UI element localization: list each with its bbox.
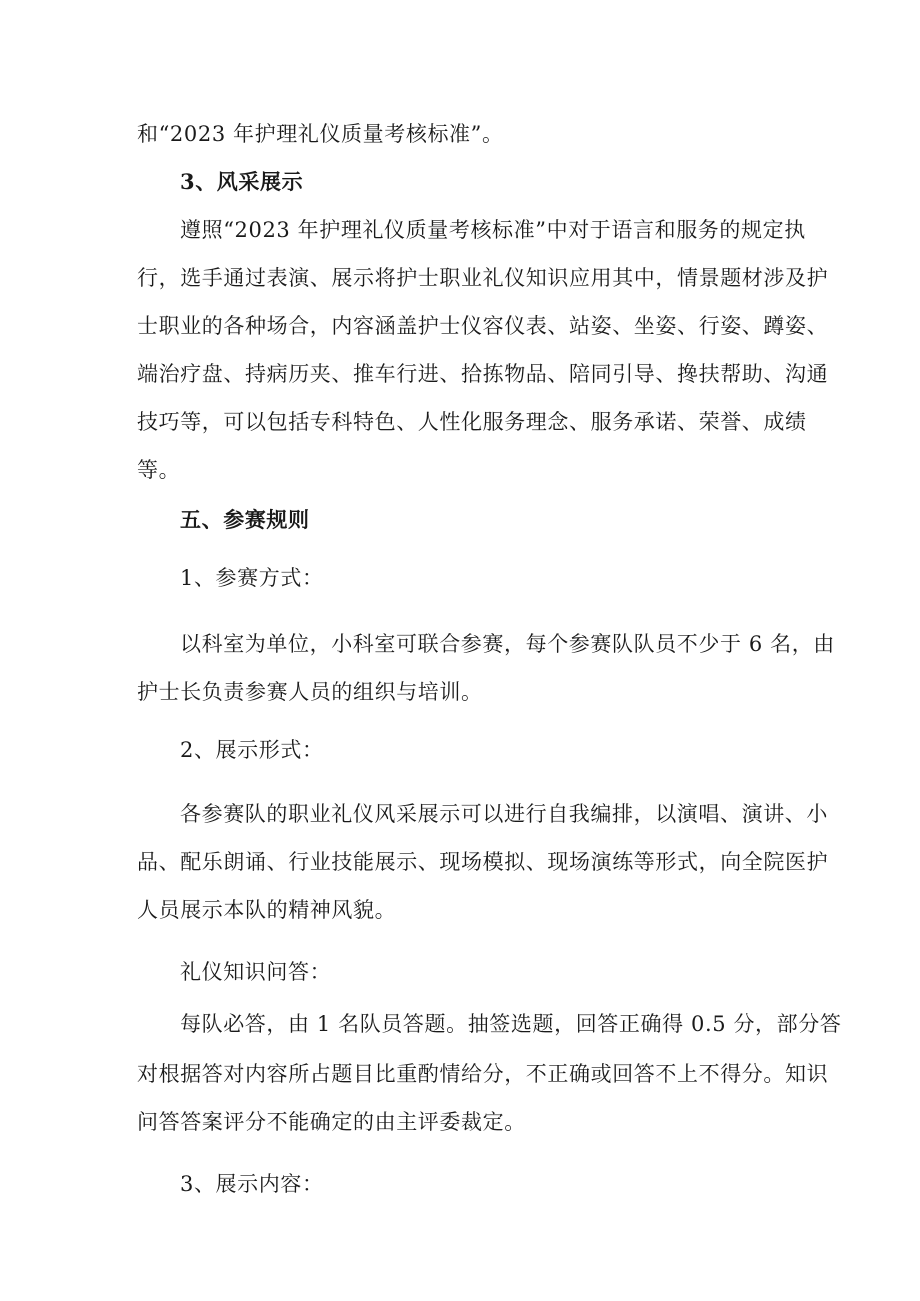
paragraph-line: 品、配乐朗诵、行业技能展示、现场模拟、现场演练等形式，向全院医护 — [137, 850, 829, 874]
paragraph-line: 等。 — [137, 458, 181, 482]
paragraph-line: 端治疗盘、持病历夹、推车行进、拾拣物品、陪同引导、搀扶帮助、沟通 — [137, 362, 829, 386]
subsection-heading: 3、展示内容： — [180, 1172, 324, 1196]
paragraph-line: 护士长负责参赛人员的组织与培训。 — [137, 680, 483, 704]
paragraph-line: 士职业的各种场合，内容涵盖护士仪容仪表、站姿、坐姿、行姿、蹲姿、 — [137, 314, 829, 338]
paragraph-line: 行，选手通过表演、展示将护士职业礼仪知识应用其中，情景题材涉及护 — [137, 266, 829, 290]
paragraph-line: 每队必答，由 1 名队员答题。抽签选题，回答正确得 0.5 分，部分答 — [180, 1012, 842, 1036]
paragraph-line: 遵照“2023 年护理礼仪质量考核标准”中对于语言和服务的规定执 — [180, 218, 806, 242]
paragraph-line: 人员展示本队的精神风貌。 — [137, 898, 397, 922]
paragraph-line: 和“2023 年护理礼仪质量考核标准”。 — [137, 122, 504, 146]
paragraph-line: 问答答案评分不能确定的由主评委裁定。 — [137, 1110, 526, 1134]
paragraph-line: 各参赛队的职业礼仪风采展示可以进行自我编排，以演唱、演讲、小 — [180, 802, 828, 826]
paragraph-line: 以科室为单位，小科室可联合参赛，每个参赛队队员不少于 6 名，由 — [180, 632, 835, 656]
section-heading: 3、风采展示 — [180, 169, 304, 194]
subsection-heading: 2、展示形式： — [180, 738, 324, 762]
subsection-heading: 礼仪知识问答： — [180, 960, 332, 984]
paragraph-line: 对根据答对内容所占题目比重酌情给分，不正确或回答不上不得分。知识 — [137, 1062, 829, 1086]
section-heading: 五、参赛规则 — [180, 507, 310, 532]
subsection-heading: 1、参赛方式： — [180, 566, 324, 590]
paragraph-line: 技巧等，可以包括专科特色、人性化服务理念、服务承诺、荣誉、成绩 — [137, 410, 807, 434]
